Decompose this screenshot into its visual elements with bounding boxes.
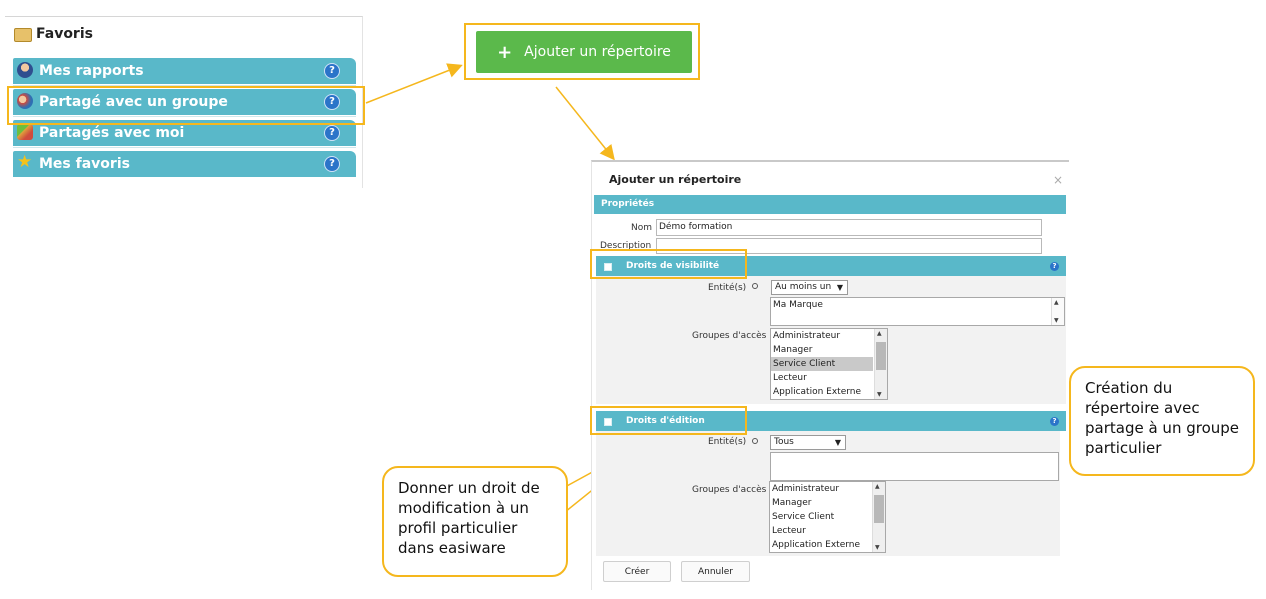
favoris-title: Favoris — [36, 26, 93, 42]
list-item[interactable]: Lecteur — [773, 373, 807, 383]
name-input[interactable]: Démo formation — [656, 219, 1042, 236]
entities-mode-select[interactable] — [771, 280, 848, 295]
list-item[interactable]: Administrateur — [773, 331, 841, 341]
star-icon: ★ — [17, 152, 33, 172]
plus-icon: + — [497, 41, 513, 63]
edition-entities-listbox[interactable] — [770, 452, 1059, 481]
arrow — [366, 66, 460, 103]
visibility-title: Droits de visibilité — [626, 261, 720, 271]
entities-mode-value: Au moins un — [775, 282, 832, 292]
search-icon[interactable] — [752, 438, 758, 444]
entities-label: Entité(s) — [708, 437, 747, 447]
list-item[interactable]: Manager — [772, 498, 812, 508]
help-icon[interactable]: ? — [324, 125, 340, 141]
fav-item-label: Mes rapports — [39, 63, 144, 79]
chevron-down-icon: ▼ — [834, 438, 841, 447]
scrollbar[interactable]: ▲ ▼ — [872, 482, 885, 552]
list-item[interactable]: Lecteur — [772, 526, 806, 536]
dialog-title: Ajouter un répertoire — [609, 173, 742, 186]
entities-label: Entité(s) — [708, 283, 747, 293]
groups-label: Groupes d'accès — [692, 485, 767, 495]
fav-item-label: Partagés avec moi — [39, 125, 185, 141]
arrow — [556, 87, 613, 158]
scrollbar[interactable]: ▲ ▼ — [1051, 298, 1064, 325]
groups-label: Groupes d'accès — [692, 331, 767, 341]
edition-entities-mode-select[interactable] — [770, 435, 846, 450]
fav-item-label: Partagé avec un groupe — [39, 94, 228, 110]
name-label: Nom — [631, 223, 653, 233]
callout-right: Création du répertoire avec partage à un groupe particulier — [1069, 366, 1255, 476]
help-icon[interactable]: ? — [1050, 417, 1059, 426]
list-item-selected[interactable]: Service Client — [771, 357, 873, 371]
list-item[interactable]: Service Client — [772, 512, 835, 522]
edition-groups-listbox[interactable] — [769, 481, 886, 553]
cancel-button[interactable]: Annuler — [681, 561, 750, 582]
chevron-down-icon: ▼ — [836, 283, 843, 292]
search-icon[interactable] — [752, 283, 758, 289]
description-label: Description — [600, 241, 652, 251]
create-button[interactable]: Créer — [603, 561, 671, 582]
edition-title: Droits d'édition — [626, 416, 705, 426]
help-icon[interactable]: ? — [1050, 262, 1059, 271]
list-item[interactable]: Manager — [773, 345, 813, 355]
list-item[interactable]: Ma Marque — [773, 300, 823, 310]
properties-header: Propriétés — [594, 195, 1066, 214]
highlight-box — [590, 249, 747, 279]
close-icon[interactable]: × — [1053, 173, 1064, 187]
help-icon[interactable]: ? — [324, 156, 340, 172]
help-icon[interactable]: ? — [324, 63, 340, 79]
visibility-groups-listbox[interactable] — [770, 328, 888, 400]
entities-mode-value: Tous — [774, 437, 794, 447]
list-item[interactable]: Administrateur — [772, 484, 840, 494]
list-item[interactable]: Application Externe — [773, 387, 862, 397]
fav-item-label: Mes favoris — [39, 156, 130, 172]
list-item[interactable]: Application Externe — [772, 540, 861, 550]
add-directory-label: Ajouter un répertoire — [524, 44, 671, 60]
highlight-box — [590, 406, 747, 435]
callout-left: Donner un droit de modification à un profil particulier dans easiware — [382, 466, 568, 577]
scrollbar[interactable]: ▲ ▼ — [874, 329, 887, 399]
entities-listbox[interactable] — [770, 297, 1065, 326]
help-icon[interactable]: ? — [324, 94, 340, 110]
